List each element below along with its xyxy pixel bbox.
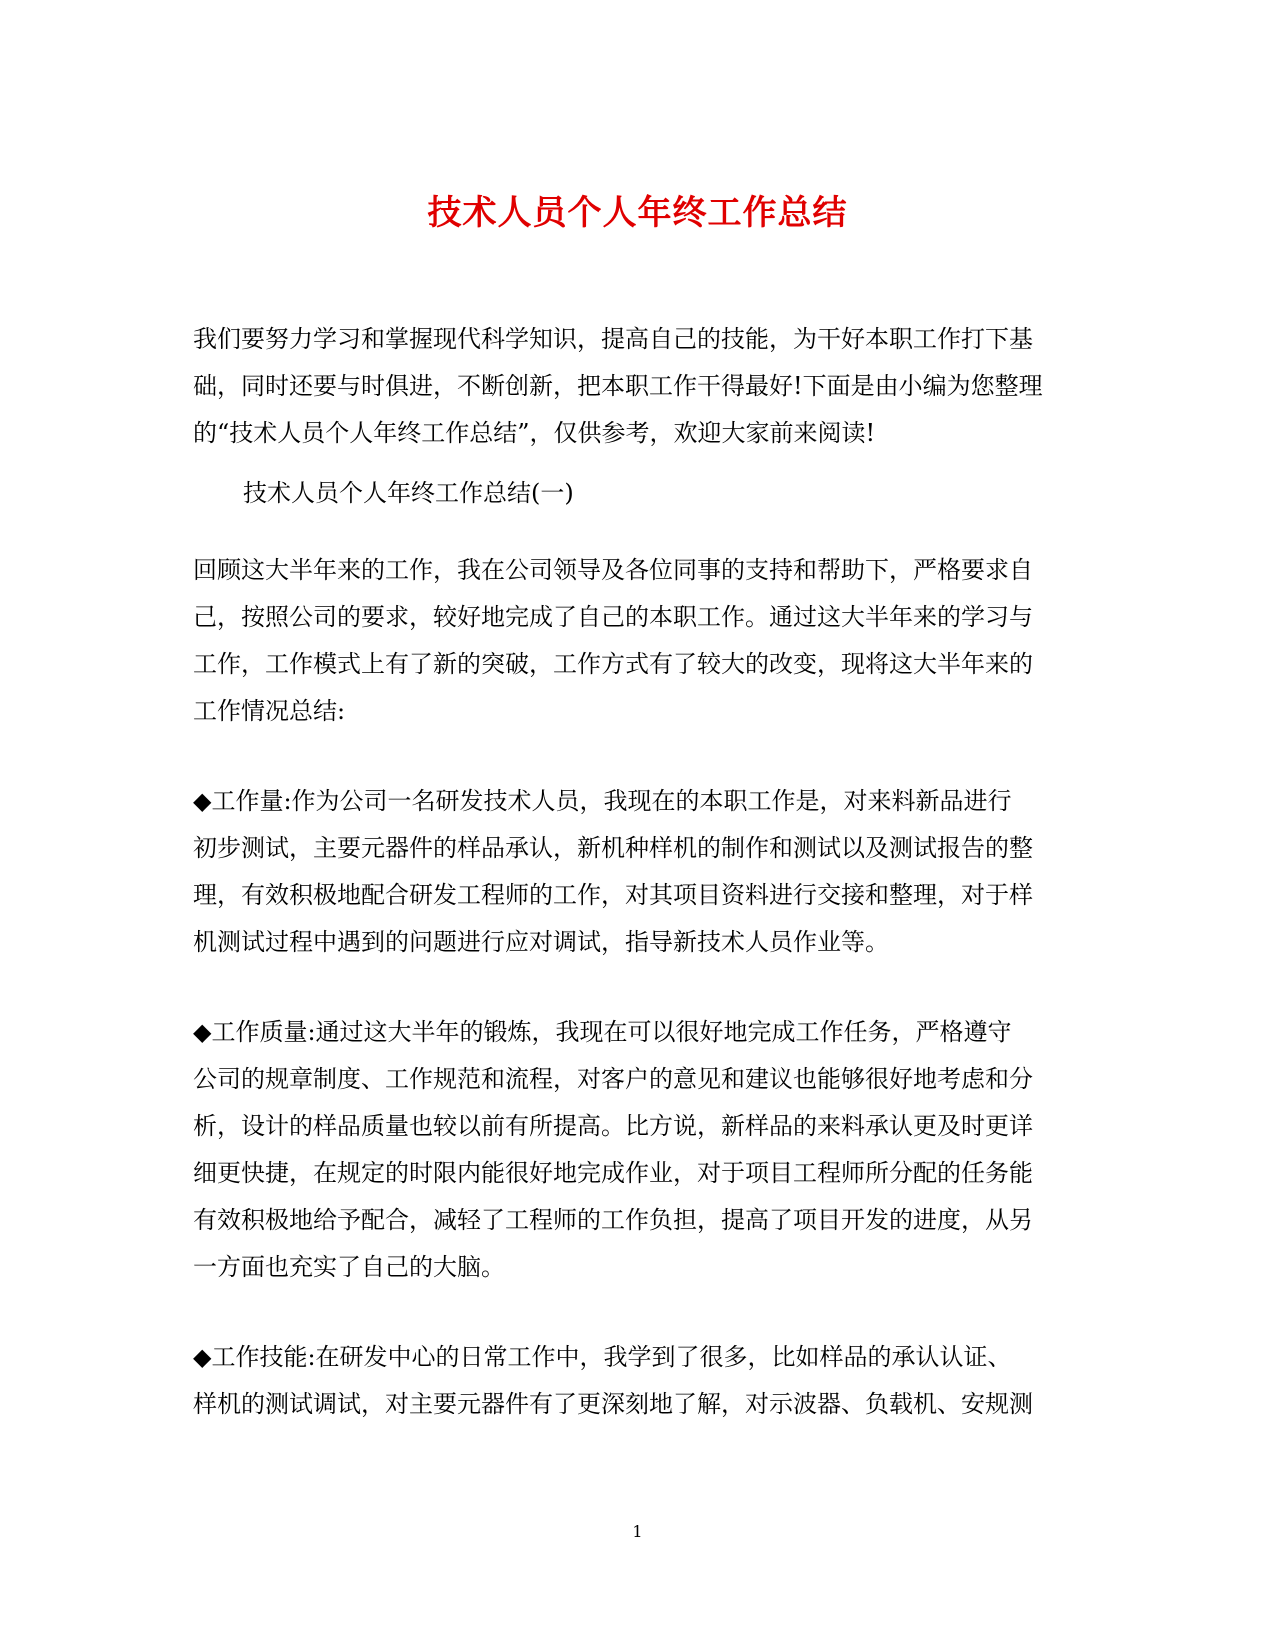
quality-paragraph — [193, 1009, 1073, 1291]
skills-line-2: 样机的测试调试，对主要元器件有了更深刻地了解，对示波器、负载机、安规测 — [193, 1390, 1033, 1418]
review-line-1: 回顾这大半年来的工作，我在公司领导及各位同事的支持和帮助下，严格要求自 — [193, 556, 1033, 584]
intro-line-3: 的“技术人员个人年终工作总结”，仅供参考，欢迎大家前来阅读! — [193, 419, 876, 447]
intro-line-1: 我们要努力学习和掌握现代科学知识，提高自己的技能，为干好本职工作打下基 — [193, 325, 1033, 353]
intro-paragraph — [193, 316, 1073, 457]
quality-line-5: 有效积极地给予配合，减轻了工程师的工作负担，提高了项目开发的进度，从另 — [193, 1206, 1033, 1234]
skills-paragraph — [193, 1334, 1073, 1428]
workload-line-1: ◆工作量:作为公司一名研发技术人员，我现在的本职工作是，对来料新品进行 — [193, 787, 1012, 815]
workload-line-4: 机测试过程中遇到的问题进行应对调试，指导新技术人员作业等。 — [193, 928, 889, 956]
review-line-4: 工作情况总结: — [193, 697, 346, 725]
document-title: 技术人员个人年终工作总结 — [427, 192, 848, 233]
page-number: 1 — [632, 1522, 643, 1541]
intro-line-2: 础，同时还要与时俱进，不断创新，把本职工作干得最好!下面是由小编为您整理 — [193, 372, 1043, 400]
workload-paragraph — [193, 778, 1073, 966]
workload-line-2: 初步测试，主要元器件的样品承认，新机种样机的制作和测试以及测试报告的整 — [193, 834, 1033, 862]
skills-line-1: ◆工作技能:在研发中心的日常工作中，我学到了很多，比如样品的承认认证、 — [193, 1343, 1012, 1371]
quality-line-6: 一方面也充实了自己的大脑。 — [193, 1253, 505, 1281]
quality-line-1: ◆工作质量:通过这大半年的锻炼，我现在可以很好地完成工作任务，严格遵守 — [193, 1018, 1012, 1046]
quality-line-3: 析，设计的样品质量也较以前有所提高。比方说，新样品的来料承认更及时更详 — [193, 1112, 1033, 1140]
review-line-3: 工作，工作模式上有了新的突破，工作方式有了较大的改变，现将这大半年来的 — [193, 650, 1033, 678]
quality-line-4: 细更快捷，在规定的时限内能很好地完成作业，对于项目工程师所分配的任务能 — [193, 1159, 1033, 1187]
review-paragraph — [193, 547, 1073, 735]
review-line-2: 己，按照公司的要求，较好地完成了自己的本职工作。通过这大半年来的学习与 — [193, 603, 1033, 631]
quality-line-2: 公司的规章制度、工作规范和流程，对客户的意见和建议也能够很好地考虑和分 — [193, 1065, 1033, 1093]
workload-line-3: 理，有效积极地配合研发工程师的工作，对其项目资料进行交接和整理，对于样 — [193, 881, 1033, 909]
section-subheading: 技术人员个人年终工作总结(一) — [243, 479, 574, 507]
